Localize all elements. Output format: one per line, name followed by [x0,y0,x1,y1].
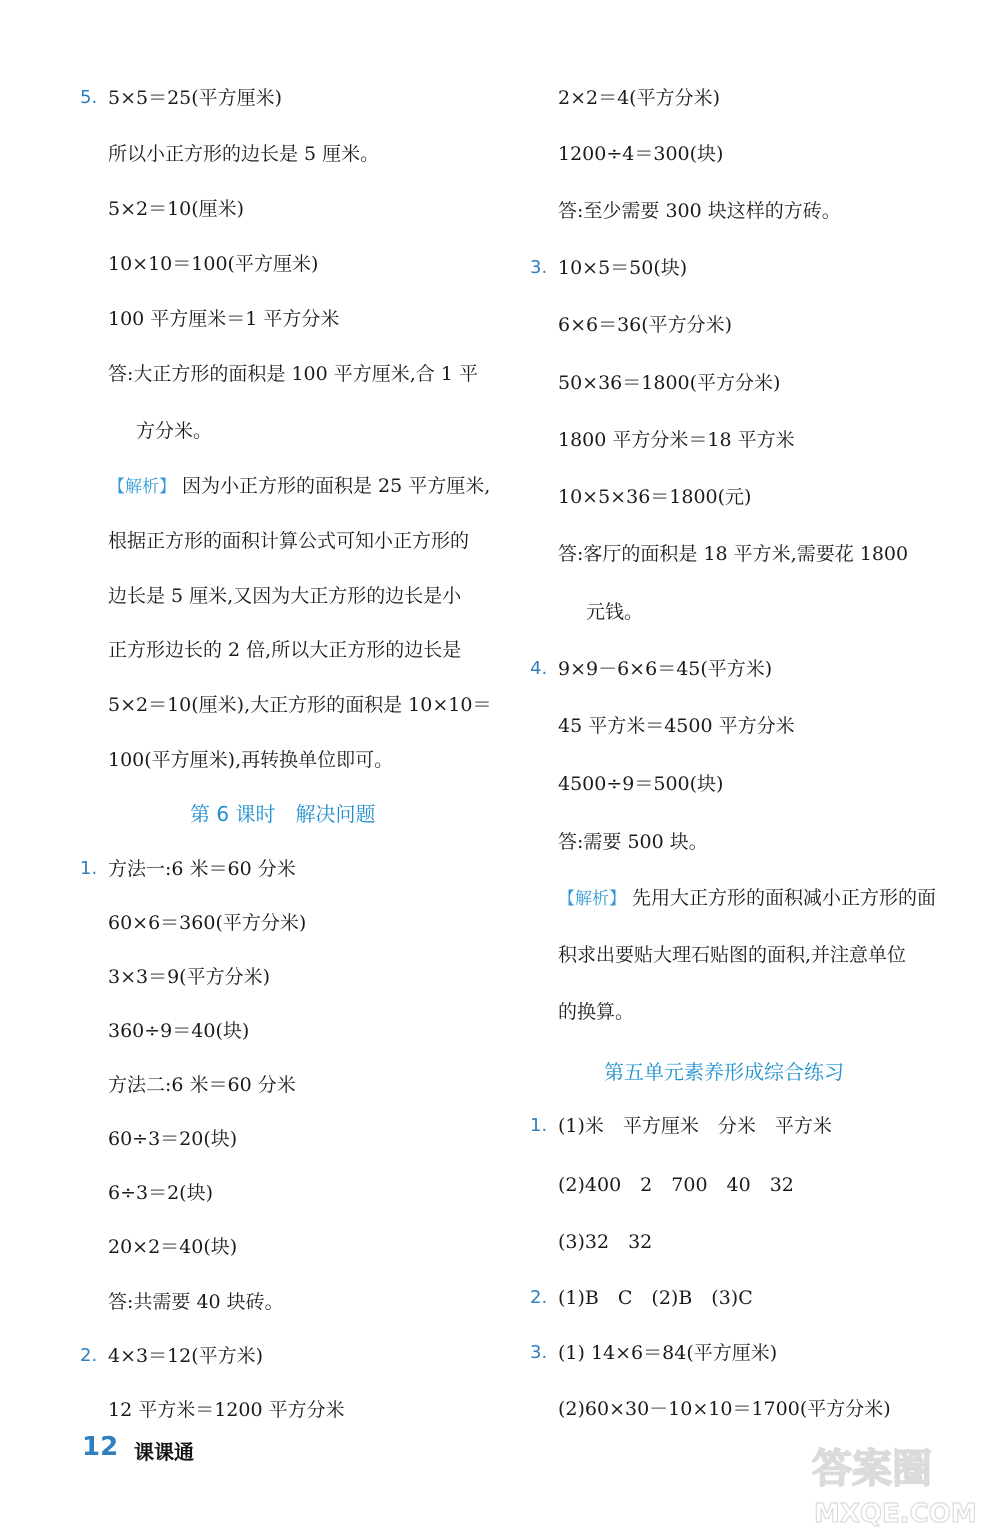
q3-line-4: 1800 平方分米＝18 平方米 [558,429,795,451]
analysis-line-4: 正方形边长的 2 倍,所以大正方形的边长是 [108,639,462,661]
q5-line-7: 方分米。 [136,420,213,442]
q3-line-2: 6×6＝36(平方分米) [558,314,733,336]
q1-number: 1. [80,858,98,879]
q2-cont-line-3: 答:至少需要 300 块这样的方砖。 [558,200,841,222]
analysis-line-5: 5×2＝10(厘米),大正方形的面积是 10×10＝ [108,694,492,716]
analysis-line-6: 100(平方厘米),再转换单位即可。 [108,749,394,771]
q4-line-4: 答:需要 500 块。 [558,831,708,853]
e3-line-2: (2)60×30－10×10＝1700(平方分米) [558,1398,891,1420]
e2-number: 2. [530,1287,548,1308]
q5-line-5: 100 平方厘米＝1 平方分米 [108,308,340,330]
q3-line-7: 元钱。 [586,601,644,623]
right-analysis-line-3: 的换算。 [558,1001,635,1023]
right-analysis-line-1: 【解析】 先用大正方形的面积减小正方形的面 [558,887,937,909]
q3-number: 3. [530,257,548,278]
e1-number: 1. [530,1115,548,1136]
q3-line-3: 50×36＝1800(平方分米) [558,372,781,394]
e1-line-2: (2)400 2 700 40 32 [558,1174,794,1196]
right-analysis-line-2: 积求出要贴大理石贴图的面积,并注意单位 [558,944,907,966]
q1-line-3: 3×3＝9(平方分米) [108,966,271,988]
q5-line-4: 10×10＝100(平方厘米) [108,253,319,275]
section-heading-lesson-6: 第 6 课时 解决问题 [190,802,376,826]
q2-cont-line-1: 2×2＝4(平方分米) [558,87,721,109]
q4-number: 4. [530,658,548,679]
analysis-line-3: 边长是 5 厘米,又因为大正方形的边长是小 [108,585,462,607]
e1-line-3: (3)32 32 [558,1231,653,1253]
q2-cont-line-2: 1200÷4＝300(块) [558,143,724,165]
watermark-text-url: MXQE.COM [814,1499,977,1529]
q1-line-5: 方法二:6 米＝60 分米 [108,1074,296,1096]
q1-line-8: 20×2＝40(块) [108,1236,238,1258]
right-analysis-tag: 【解析】 [558,889,626,909]
analysis-line-1: 【解析】 因为小正方形的面积是 25 平方厘米, [108,475,491,497]
q1-line-4: 360÷9＝40(块) [108,1020,250,1042]
e3-number: 3. [530,1342,548,1363]
section-heading-unit-5: 第五单元素养形成综合练习 [604,1060,844,1084]
q4-line-2: 45 平方米＝4500 平方分米 [558,715,795,737]
q4-line-3: 4500÷9＝500(块) [558,773,724,795]
q5-line-3: 5×2＝10(厘米) [108,198,245,220]
q1-line-7: 6÷3＝2(块) [108,1182,214,1204]
watermark-text-cn: 答案圈 [812,1446,932,1492]
q1-line-6: 60÷3＝20(块) [108,1128,238,1150]
watermark-logo [806,1430,982,1530]
book-name: 课课通 [134,1440,194,1464]
analysis-tag: 【解析】 [108,477,176,497]
analysis-line-2: 根据正方形的面积计算公式可知小正方形的 [108,530,470,552]
page-number: 12 [82,1432,119,1462]
q1-line-2: 60×6＝360(平方分米) [108,912,307,934]
q2-number: 2. [80,1345,98,1366]
q2-line-2: 12 平方米＝1200 平方分米 [108,1399,345,1421]
q5-number: 5. [80,87,98,108]
q5-line-2: 所以小正方形的边长是 5 厘米。 [108,143,380,165]
q3-line-5: 10×5×36＝1800(元) [558,486,752,508]
q3-line-6: 答:客厅的面积是 18 平方米,需要花 1800 [558,543,909,565]
q1-line-9: 答:共需要 40 块砖。 [108,1291,284,1313]
q5-line-6: 答:大正方形的面积是 100 平方厘米,合 1 平 [108,363,478,385]
